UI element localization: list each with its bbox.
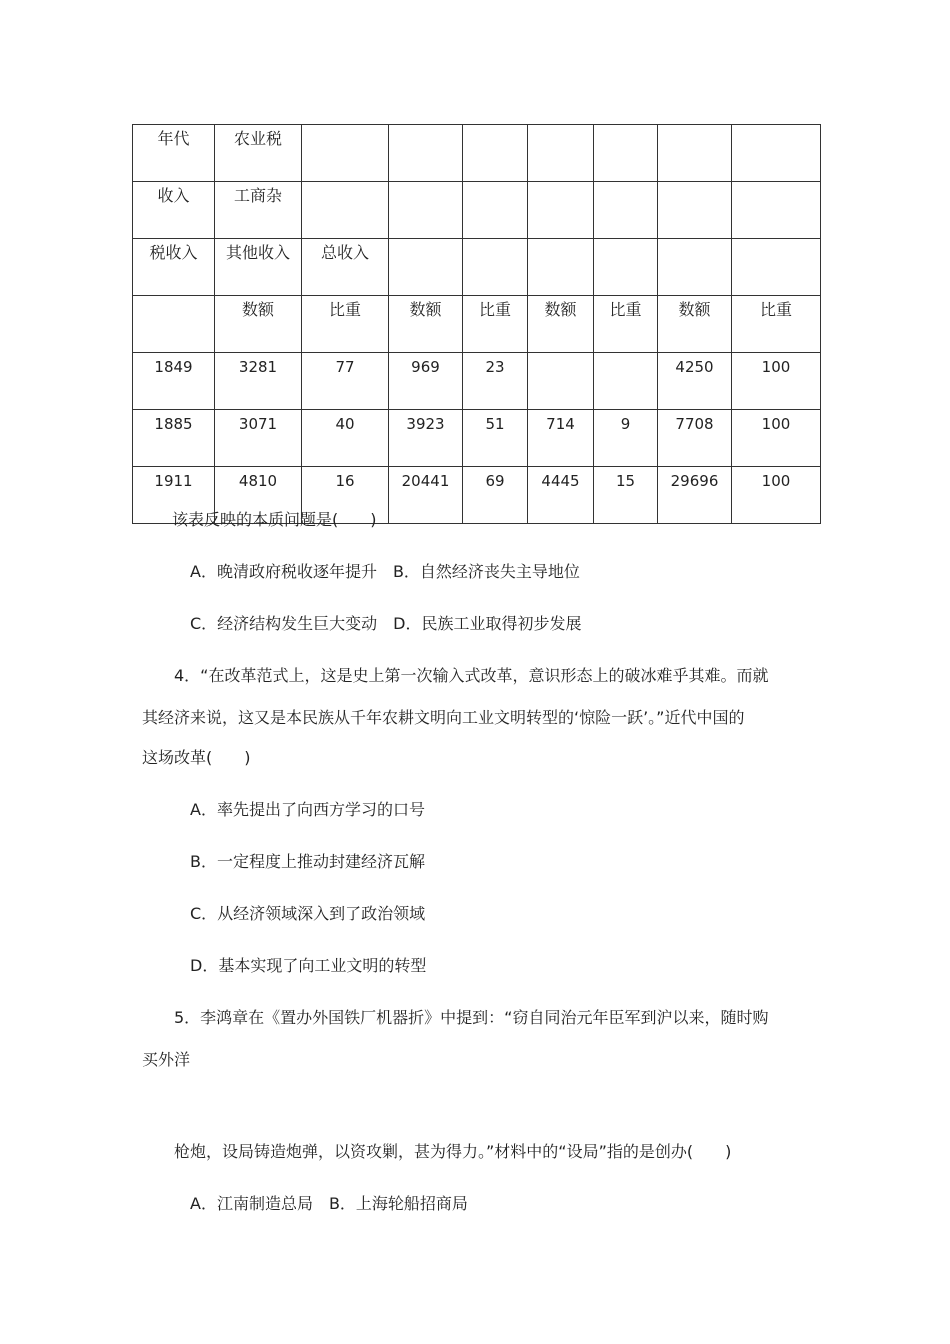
- table-cell: [732, 182, 821, 239]
- table-cell: 农业税: [215, 125, 302, 182]
- table-cell: 数额: [389, 296, 463, 353]
- table-cell: 51: [463, 410, 528, 467]
- table-cell: 数额: [528, 296, 594, 353]
- table-cell: 714: [528, 410, 594, 467]
- table-cell: 1885: [133, 410, 215, 467]
- q4-option-c: C．从经济领域深入到了政治领域: [190, 904, 426, 923]
- table-cell: 100: [732, 410, 821, 467]
- table-body: [133, 125, 821, 524]
- table-row: [133, 410, 821, 467]
- table-cell: [528, 353, 594, 410]
- q4-stem-line3: 这场改革( ): [142, 748, 251, 767]
- table-cell: [594, 353, 658, 410]
- table-cell: 100: [732, 467, 821, 524]
- table-cell: 比重: [732, 296, 821, 353]
- table-cell: [658, 182, 732, 239]
- table-cell: 29696: [658, 467, 732, 524]
- q4-option-d: D．基本实现了向工业文明的转型: [190, 956, 427, 975]
- q4-stem-line2: 其经济来说，这又是本民族从千年农耕文明向工业文明转型的‘惊险一跃’。”近代中国的: [142, 708, 745, 727]
- table-cell: [594, 182, 658, 239]
- table-cell: 4250: [658, 353, 732, 410]
- table-cell: [732, 125, 821, 182]
- table-cell: 1849: [133, 353, 215, 410]
- table-cell: [528, 182, 594, 239]
- table-cell: 7708: [658, 410, 732, 467]
- table-cell: [463, 125, 528, 182]
- q5-stem-line3: 枪炮，设局铸造炮弹，以资攻剿，甚为得力。”材料中的“设局”指的是创办( ): [174, 1142, 732, 1161]
- table-cell: [302, 125, 389, 182]
- table-cell: 16: [302, 467, 389, 524]
- table-cell: 税收入: [133, 239, 215, 296]
- table-cell: 23: [463, 353, 528, 410]
- table-cell: 数额: [215, 296, 302, 353]
- table-cell: [389, 182, 463, 239]
- table-cell: 1911: [133, 467, 215, 524]
- table-cell: 收入: [133, 182, 215, 239]
- q4-option-b: B．一定程度上推动封建经济瓦解: [190, 852, 425, 871]
- table-cell: 20441: [389, 467, 463, 524]
- table-cell: [463, 182, 528, 239]
- q5-stem-line1: 5．李鸿章在《置办外国铁厂机器折》中提到：“窃自同治元年臣军到沪以来，随时购: [174, 1008, 769, 1027]
- table-cell: [658, 239, 732, 296]
- table-cell: [389, 125, 463, 182]
- tax-revenue-table: [132, 124, 821, 524]
- q5-stem-line2: 买外洋: [142, 1050, 191, 1069]
- table-cell: [389, 239, 463, 296]
- table-row: [133, 182, 821, 239]
- table-row: [133, 125, 821, 182]
- table-cell: 总收入: [302, 239, 389, 296]
- table-cell: 比重: [594, 296, 658, 353]
- table-cell: [594, 125, 658, 182]
- q4-stem-line1: 4．“在改革范式上，这是史上第一次输入式改革，意识形态上的破冰难乎其难。而就: [174, 666, 769, 685]
- table-cell: 3923: [389, 410, 463, 467]
- table-cell: 4810: [215, 467, 302, 524]
- q5-options-ab: A．江南制造总局 B．上海轮船招商局: [190, 1194, 468, 1213]
- table-cell: 3071: [215, 410, 302, 467]
- q3-stem: 该表反映的本质问题是( ): [172, 510, 377, 529]
- table-cell: 工商杂: [215, 182, 302, 239]
- table-cell: 9: [594, 410, 658, 467]
- table-cell: 3281: [215, 353, 302, 410]
- table-cell: 4445: [528, 467, 594, 524]
- table-cell: 数额: [658, 296, 732, 353]
- table-cell: [528, 125, 594, 182]
- table-cell: 其他收入: [215, 239, 302, 296]
- table-cell: 比重: [463, 296, 528, 353]
- q3-options-ab: A．晚清政府税收逐年提升 B．自然经济丧失主导地位: [190, 562, 580, 581]
- table-cell: [658, 125, 732, 182]
- table-row: [133, 239, 821, 296]
- table-cell: [594, 239, 658, 296]
- table-cell: [528, 239, 594, 296]
- table-cell: 比重: [302, 296, 389, 353]
- table-cell: 15: [594, 467, 658, 524]
- table-row: [133, 353, 821, 410]
- q4-option-a: A．率先提出了向西方学习的口号: [190, 800, 425, 819]
- table-cell: [133, 296, 215, 353]
- table-cell: 年代: [133, 125, 215, 182]
- table-cell: 77: [302, 353, 389, 410]
- table-cell: 969: [389, 353, 463, 410]
- q3-options-cd: C．经济结构发生巨大变动 D．民族工业取得初步发展: [190, 614, 582, 633]
- table-cell: 40: [302, 410, 389, 467]
- table-cell: 69: [463, 467, 528, 524]
- table-cell: 100: [732, 353, 821, 410]
- table-row: [133, 296, 821, 353]
- table-cell: [463, 239, 528, 296]
- table-cell: [732, 239, 821, 296]
- table-cell: [302, 182, 389, 239]
